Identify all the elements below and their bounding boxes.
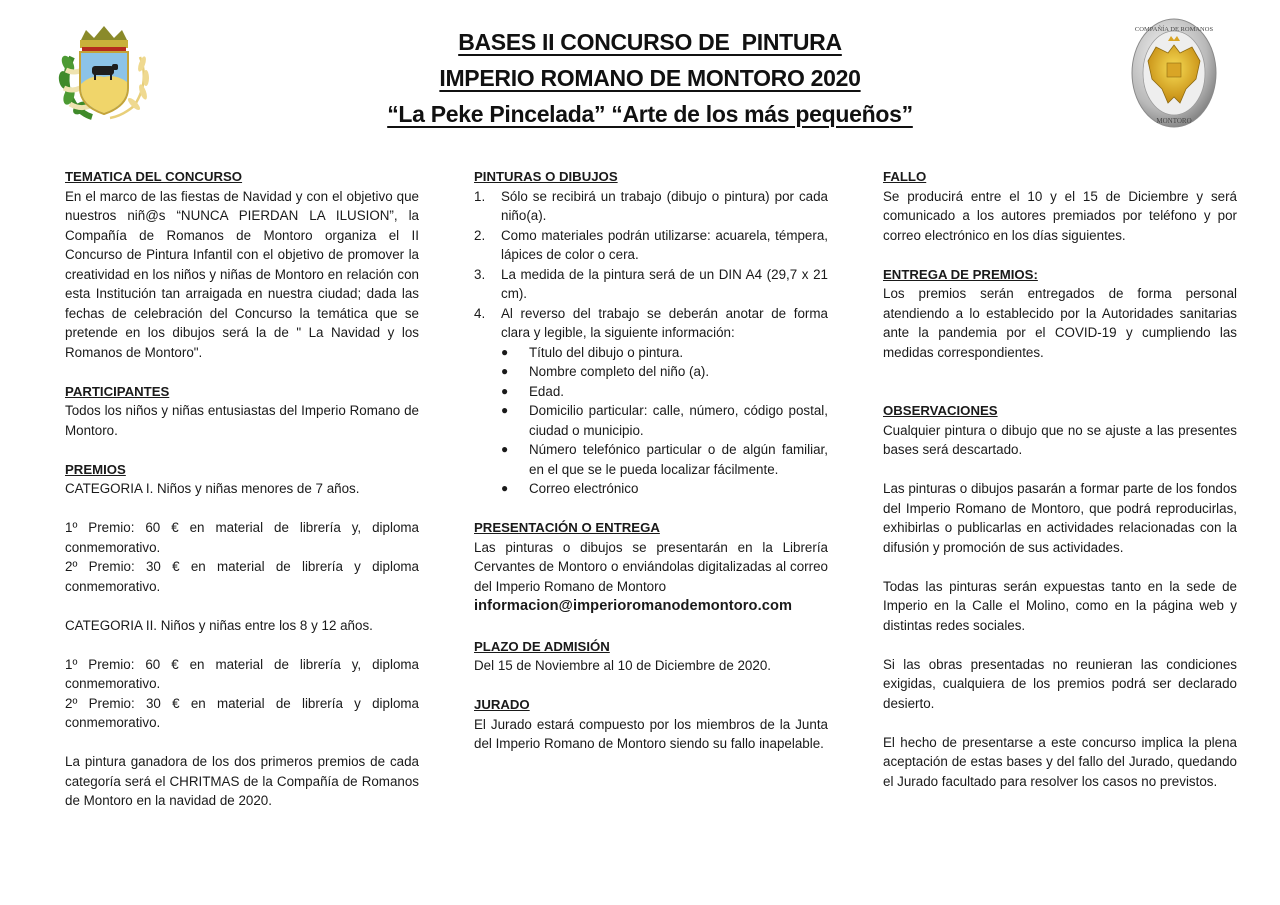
observaciones-p3: Todas las pinturas serán expuestas tanto en la sede de Imperio en la Calle el Molino, como en la página web y distintas redes sociales. bbox=[883, 578, 1237, 633]
fallo-text: Se producirá entre el 10 y el 15 de Diciembre y será comunicado a los autores premiados por teléfono y por correo electrónico en los días siguientes. bbox=[883, 188, 1237, 243]
list-item bbox=[474, 226, 828, 265]
heading-premios: PREMIOS bbox=[65, 461, 126, 477]
list-item-text: Sólo se recibirá un trabajo (dibujo o pintura) por cada niño(a). bbox=[501, 188, 828, 223]
bullet-icon: ● bbox=[501, 481, 509, 495]
title-line-1: BASES II CONCURSO DE PINTURA bbox=[458, 29, 842, 55]
pinturas-numbered-list bbox=[474, 187, 828, 343]
list-item bbox=[474, 187, 828, 226]
pinturas-bullet-list bbox=[474, 343, 828, 499]
premios-category-2: CATEGORIA II. Niños y niñas entre los 8 y 12 años. bbox=[65, 617, 373, 633]
list-number: 1. bbox=[474, 188, 486, 204]
entrega-text: Los premios serán entregados de forma personal atendiendo a lo establecido por la Autoridades sanitarias ante la pandemia por el COVID-19 y cumpliendo las medidas correspondientes. bbox=[883, 286, 1237, 360]
premios-category-1: CATEGORIA I. Niños y niñas menores de 7 años. bbox=[65, 481, 360, 496]
list-number: 3. bbox=[474, 266, 486, 282]
list-item-text: La medida de la pintura será de un DIN A4 (29,7 x 21 cm). bbox=[501, 266, 828, 301]
heading-plazo: PLAZO DE ADMISIÓN bbox=[474, 638, 610, 654]
contact-email-link[interactable]: informacion@imperioromanodemontoro.com bbox=[474, 598, 793, 614]
premios-cat2-first-prize: 1º Premio: 60 € en material de librería y, diploma conmemorativo. bbox=[65, 656, 419, 691]
bullet-text: Título del dibujo o pintura. bbox=[529, 344, 684, 360]
bullet-icon: ● bbox=[501, 383, 509, 398]
bullet-item bbox=[474, 440, 828, 479]
observaciones-p5: El hecho de presentarse a este concurso implica la plena aceptación de estas bases y del fallo del Jurado, quedando el Jurado facultado para resolver los casos no previstos. bbox=[883, 734, 1237, 789]
bullet-item bbox=[474, 401, 828, 440]
observaciones-p4: Si las obras presentadas no reunieran las condiciones exigidas, cualquiera de los premios podrá ser declarado desierto. bbox=[883, 656, 1237, 711]
column-left bbox=[65, 167, 419, 811]
seal-ring-top-text: COMPAÑÍA DE ROMANOS bbox=[1134, 26, 1214, 33]
list-item bbox=[474, 265, 828, 304]
plazo-text: Del 15 de Noviembre al 10 de Diciembre de 2020. bbox=[474, 658, 771, 673]
bullet-item bbox=[474, 343, 828, 363]
title-line-2: IMPERIO ROMANO DE MONTORO 2020 bbox=[439, 65, 861, 91]
heading-jurado: JURADO bbox=[474, 697, 530, 712]
heading-participantes: PARTICIPANTES bbox=[65, 383, 170, 399]
list-item bbox=[474, 304, 828, 343]
tematica-text: En el marco de las fiestas de Navidad y con el objetivo que nuestros niñ@s “NUNCA PIERDAN LA ILUSION”, la Compañía de Romanos de Montoro organiza el II Concurso de Pintura Infantil con el objetivo de promover la creatividad en los niños y niñas de Montoro en relación con esta Institución tan arraigada en nuestra ciudad; dada las fechas de celebración del Concurso la temática que se pretende en los dibujos será la de " La Navidad y los Romanos de Montoro". bbox=[65, 188, 419, 360]
column-right bbox=[883, 167, 1237, 791]
title-line-3: “La Peke Pincelada” “Arte de los más pequeños” bbox=[387, 101, 913, 127]
list-number: 2. bbox=[474, 227, 486, 243]
bullet-item bbox=[474, 362, 828, 382]
heading-pinturas: PINTURAS O DIBUJOS bbox=[474, 169, 618, 184]
premios-cat1-second-prize: 2º Premio: 30 € en material de librería y diploma conmemorativo. bbox=[65, 559, 419, 594]
heading-presentacion: PRESENTACIÓN O ENTREGA bbox=[474, 520, 660, 535]
observaciones-p2: Las pinturas o dibujos pasarán a formar parte de los fondos del Imperio Romano de Montoro, que podrá reproducirlas, exhibirlas o publicarlas en actividades relacionadas con la difusión y promoción de sus actividades. bbox=[883, 481, 1237, 555]
heading-observaciones: OBSERVACIONES bbox=[883, 403, 998, 418]
heading-entrega: ENTREGA DE PREMIOS: bbox=[883, 266, 1038, 282]
list-item-text: Al reverso del trabajo se deberán anotar de forma clara y legible, la siguiente información: bbox=[501, 305, 828, 340]
list-item-text: Como materiales podrán utilizarse: acuarela, témpera, lápices de color o cera. bbox=[501, 227, 828, 262]
bullet-text: Edad. bbox=[529, 383, 564, 399]
document-title bbox=[0, 24, 1280, 132]
premios-cat1-first-prize: 1º Premio: 60 € en material de librería y, diploma conmemorativo. bbox=[65, 520, 419, 555]
bullet-icon: ● bbox=[501, 344, 509, 359]
column-middle bbox=[474, 167, 828, 754]
observaciones-p1: Cualquier pintura o dibujo que no se ajuste a las presentes bases será descartado. bbox=[883, 422, 1237, 457]
premios-closing-text: La pintura ganadora de los dos primeros premios de cada categoría será el CHRITMAS de la Compañía de Romanos de Montoro en la navidad de 2020. bbox=[65, 754, 419, 808]
heading-tematica: TEMATICA DEL CONCURSO bbox=[65, 169, 243, 184]
bullet-icon: ● bbox=[501, 403, 509, 417]
bullet-icon: ● bbox=[501, 364, 509, 378]
bullet-icon: ● bbox=[501, 442, 509, 456]
bullet-item bbox=[474, 382, 828, 402]
list-number: 4. bbox=[474, 305, 486, 321]
bullet-item bbox=[474, 479, 828, 499]
bullet-text: Correo electrónico bbox=[529, 481, 639, 496]
bullet-text: Domicilio particular: calle, número, código postal, ciudad o municipio. bbox=[529, 403, 828, 438]
participantes-text: Todos los niños y niñas entusiastas del Imperio Romano de Montoro. bbox=[65, 403, 419, 438]
bullet-text: Número telefónico particular o de algún familiar, en el que se le pueda localizar fácilmente. bbox=[529, 442, 828, 477]
jurado-text: El Jurado estará compuesto por los miembros de la Junta del Imperio Romano de Montoro siendo su fallo inapelable. bbox=[474, 716, 828, 751]
seal-ring-bottom-text: MONTORO bbox=[1156, 117, 1192, 125]
premios-cat2-second-prize: 2º Premio: 30 € en material de librería y diploma conmemorativo. bbox=[65, 695, 419, 730]
presentacion-text: Las pinturas o dibujos se presentarán en la Librería Cervantes de Montoro o enviándolas digitalizadas al correo del Imperio Romano de Montoro bbox=[474, 539, 828, 594]
heading-fallo: FALLO bbox=[883, 169, 927, 184]
bullet-text: Nombre completo del niño (a). bbox=[529, 364, 710, 379]
